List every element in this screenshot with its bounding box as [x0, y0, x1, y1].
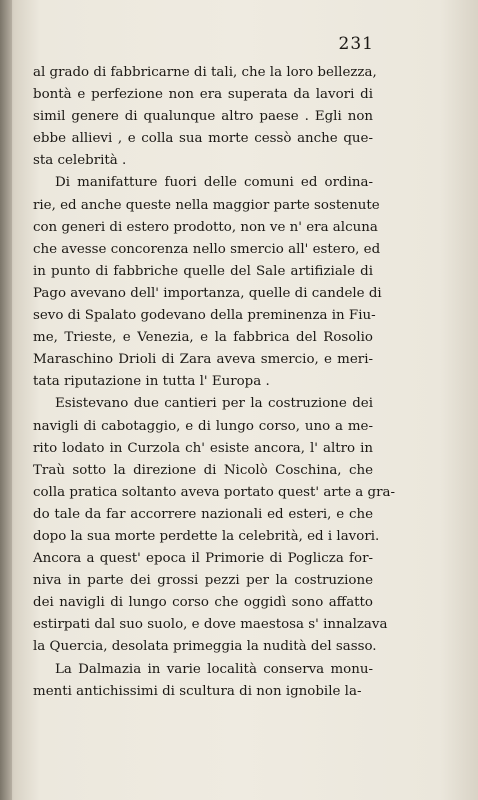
text-line: niva in parte dei grossi pezzi per la costruzione	[33, 573, 373, 589]
text-line: Di manifatture fuori delle comuni ed ordina-	[55, 175, 373, 191]
text-line: colla pratica soltanto aveva portato quest' arte a gra-	[33, 484, 395, 500]
text-line: in punto di fabbriche quelle del Sale artifiziale di	[33, 263, 373, 279]
text-line: Maraschino Drioli di Zara aveva smercio, e meri-	[33, 352, 373, 368]
text-line: rie, ed anche queste nella maggior parte sostenute	[33, 197, 380, 213]
page-number: 231	[338, 34, 374, 54]
text-line: al grado di fabbricarne di tali, che la loro bellezza,	[33, 65, 377, 80]
text-line: menti antichissimi di scultura di non ignobile la-	[33, 683, 362, 699]
text-line: Traù sotto la direzione di Nicolò Coschina, che	[33, 462, 373, 478]
text-line: sevo di Spalato godevano della preminenza in Fiu-	[33, 308, 376, 324]
text-line: bontà e perfezione non era superata da lavori di	[33, 87, 373, 103]
text-line: dopo la sua morte perdette la celebrità, ed i lavori.	[33, 528, 380, 544]
paragraph	[33, 172, 382, 393]
text-line: La Dalmazia in varie località conserva monu-	[55, 661, 373, 677]
paragraph	[33, 659, 373, 703]
text-line: rito lodato in Curzola ch' esiste ancora, l' altro in	[33, 440, 373, 456]
text-line: estirpati dal suo suolo, e dove maestosa s' innalzava	[33, 617, 388, 633]
text-line: la Quercia, desolata primeggia la nudità del sasso.	[33, 639, 377, 655]
text-line: simil genere di qualunque altro paese . Egli non	[33, 109, 373, 125]
text-line: dei navigli di lungo corso che oggidì sono affatto	[33, 595, 373, 611]
page-binding-shadow	[0, 0, 12, 800]
paragraph	[33, 62, 377, 172]
text-line: ebbe allievi , e colla sua morte cessò anche que-	[33, 131, 373, 147]
body-text	[33, 62, 395, 703]
text-line: sta celebrità .	[33, 153, 127, 169]
text-line: Esistevano due cantieri per la costruzione dei	[55, 396, 373, 412]
text-line: che avesse concorenza nello smercio all' estero, ed	[33, 241, 381, 257]
text-line: tata riputazione in tutta l' Europa .	[33, 374, 270, 390]
text-line: Pago avevano dell' importanza, quelle di candele di	[33, 285, 382, 301]
text-line: navigli di cabotaggio, e di lungo corso, uno a me-	[33, 418, 373, 434]
text-line: do tale da far accorrere nazionali ed esteri, e che	[33, 506, 373, 522]
text-line: Ancora a quest' epoca il Primorie di Poglicza for-	[33, 551, 373, 567]
text-line: con generi di estero prodotto, non ve n' era alcuna	[33, 219, 378, 235]
paragraph	[33, 393, 395, 658]
text-line: me, Trieste, e Venezia, e la fabbrica del Rosolio	[33, 330, 373, 346]
